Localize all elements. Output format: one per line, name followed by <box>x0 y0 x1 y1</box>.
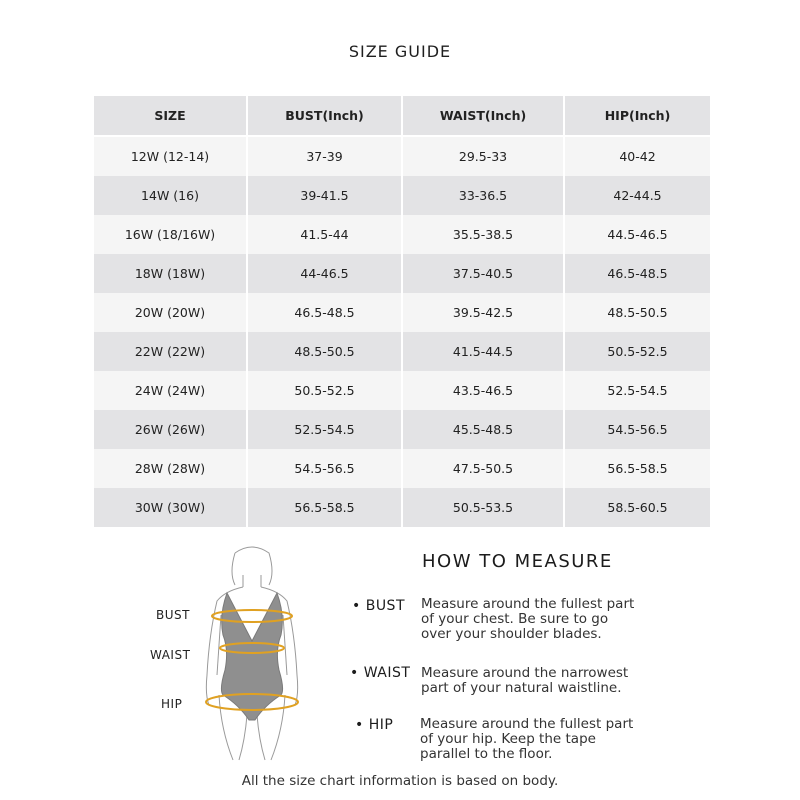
cell-hip: 56.5-58.5 <box>564 449 711 488</box>
table-row <box>93 254 711 293</box>
cell-bust: 54.5-56.5 <box>247 449 402 488</box>
cell-bust: 44-46.5 <box>247 254 402 293</box>
cell-size: 18W (18W) <box>93 254 247 293</box>
cell-bust: 56.5-58.5 <box>247 488 402 527</box>
cell-waist: 47.5-50.5 <box>402 449 564 488</box>
cell-hip: 48.5-50.5 <box>564 293 711 332</box>
cell-hip: 40-42 <box>564 136 711 176</box>
desc-line: Measure around the fullest part <box>420 716 634 732</box>
table-row <box>93 449 711 488</box>
cell-bust: 39-41.5 <box>247 176 402 215</box>
cell-bust: 50.5-52.5 <box>247 371 402 410</box>
cell-waist: 35.5-38.5 <box>402 215 564 254</box>
desc-line: part of your natural waistline. <box>421 680 622 696</box>
measure-key-bust: • BUST <box>352 598 405 614</box>
measure-key-waist: • WAIST <box>350 665 411 681</box>
cell-waist: 41.5-44.5 <box>402 332 564 371</box>
how-to-measure-heading: HOW TO MEASURE <box>422 551 613 572</box>
cell-hip: 50.5-52.5 <box>564 332 711 371</box>
table-row <box>93 136 711 176</box>
cell-hip: 54.5-56.5 <box>564 410 711 449</box>
desc-line: of your chest. Be sure to go <box>421 611 609 627</box>
cell-size: 14W (16) <box>93 176 247 215</box>
size-chart-table <box>92 96 712 527</box>
cell-hip: 42-44.5 <box>564 176 711 215</box>
cell-waist: 50.5-53.5 <box>402 488 564 527</box>
desc-line: parallel to the floor. <box>420 746 553 762</box>
figure-label-bust: BUST <box>156 608 190 622</box>
cell-size: 20W (20W) <box>93 293 247 332</box>
column-header-hip: HIP(Inch) <box>564 96 711 136</box>
figure-label-hip: HIP <box>161 697 183 711</box>
cell-hip: 58.5-60.5 <box>564 488 711 527</box>
column-header-bust: BUST(Inch) <box>247 96 402 136</box>
cell-size: 26W (26W) <box>93 410 247 449</box>
desc-line: of your hip. Keep the tape <box>420 731 596 747</box>
table-row <box>93 371 711 410</box>
footnote: All the size chart information is based on body. <box>241 773 559 789</box>
measure-desc-bust <box>421 597 671 642</box>
cell-bust: 46.5-48.5 <box>247 293 402 332</box>
table-row <box>93 488 711 527</box>
desc-line: over your shoulder blades. <box>421 626 602 642</box>
swimsuit-shape <box>221 593 282 720</box>
cell-size: 12W (12-14) <box>93 136 247 176</box>
figure-label-waist: WAIST <box>150 648 191 662</box>
cell-waist: 37.5-40.5 <box>402 254 564 293</box>
cell-bust: 48.5-50.5 <box>247 332 402 371</box>
column-header-size: SIZE <box>93 96 247 136</box>
desc-line: Measure around the narrowest <box>421 665 629 681</box>
measure-desc-waist <box>421 666 671 696</box>
body-measurement-figure <box>195 545 310 765</box>
cell-size: 16W (18/16W) <box>93 215 247 254</box>
cell-size: 24W (24W) <box>93 371 247 410</box>
table-header-row <box>93 96 711 136</box>
table-row <box>93 176 711 215</box>
measure-desc-hip <box>420 717 670 762</box>
table-row <box>93 410 711 449</box>
cell-waist: 33-36.5 <box>402 176 564 215</box>
cell-hip: 44.5-46.5 <box>564 215 711 254</box>
column-header-waist: WAIST(Inch) <box>402 96 564 136</box>
table-row <box>93 293 711 332</box>
cell-waist: 45.5-48.5 <box>402 410 564 449</box>
table-row <box>93 215 711 254</box>
cell-size: 22W (22W) <box>93 332 247 371</box>
desc-line: Measure around the fullest part <box>421 596 635 612</box>
cell-waist: 43.5-46.5 <box>402 371 564 410</box>
cell-hip: 46.5-48.5 <box>564 254 711 293</box>
page-title: SIZE GUIDE <box>348 42 452 61</box>
cell-bust: 37-39 <box>247 136 402 176</box>
cell-hip: 52.5-54.5 <box>564 371 711 410</box>
cell-waist: 39.5-42.5 <box>402 293 564 332</box>
measure-key-hip: • HIP <box>355 717 394 733</box>
cell-size: 28W (28W) <box>93 449 247 488</box>
table-row <box>93 332 711 371</box>
cell-size: 30W (30W) <box>93 488 247 527</box>
cell-bust: 41.5-44 <box>247 215 402 254</box>
cell-waist: 29.5-33 <box>402 136 564 176</box>
cell-bust: 52.5-54.5 <box>247 410 402 449</box>
